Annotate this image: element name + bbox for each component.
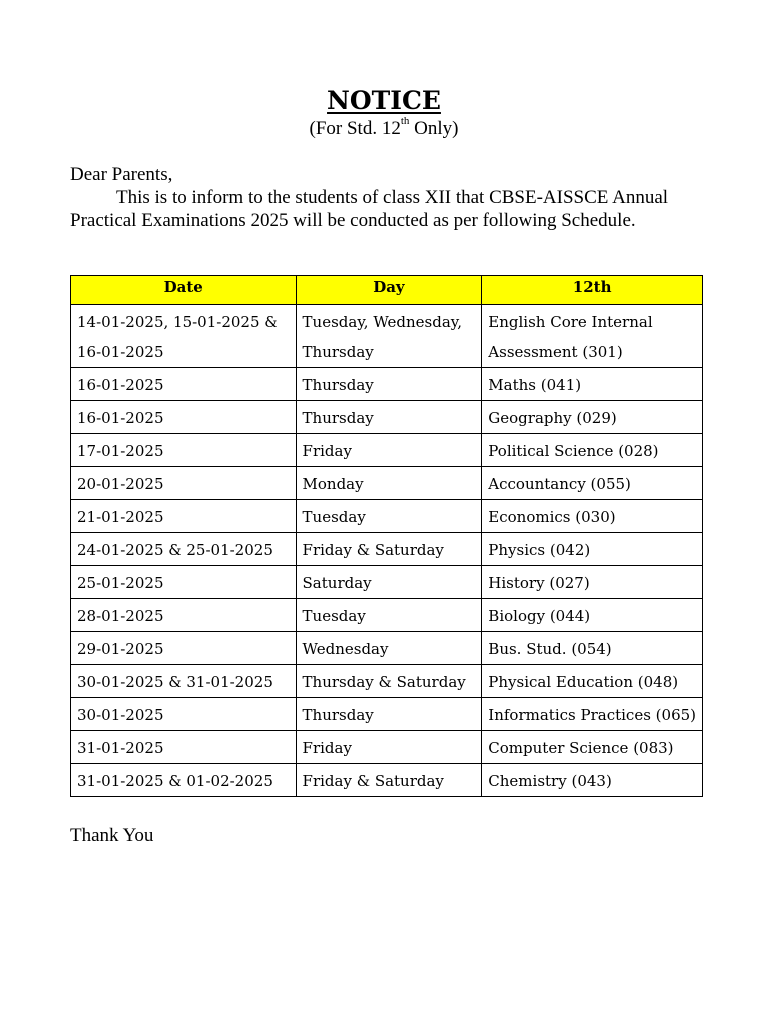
table-row <box>71 731 703 764</box>
table-row <box>71 599 703 632</box>
notice-subtitle <box>0 115 768 140</box>
subject-cell: Maths (041) <box>482 368 703 401</box>
table-row <box>71 665 703 698</box>
subject-cell: English Core Internal Assessment (301) <box>482 305 703 368</box>
table-body <box>71 305 703 797</box>
date-cell: 28-01-2025 <box>71 599 297 632</box>
table-row <box>71 305 703 368</box>
subject-cell: Computer Science (083) <box>482 731 703 764</box>
day-cell: Friday <box>296 434 482 467</box>
date-cell: 31-01-2025 <box>71 731 297 764</box>
table-row <box>71 566 703 599</box>
table-row <box>71 401 703 434</box>
day-cell: Tuesday <box>296 500 482 533</box>
day-cell: Tuesday, Wednesday, Thursday <box>296 305 482 368</box>
day-cell: Friday & Saturday <box>296 533 482 566</box>
subject-cell: Biology (044) <box>482 599 703 632</box>
intro-paragraph: This is to inform to the students of class XII that CBSE-AISSCE Annual Practical Examinations 2025 will be conducted as per following Schedule. <box>70 187 669 231</box>
subject-cell: Physics (042) <box>482 533 703 566</box>
day-cell: Wednesday <box>296 632 482 665</box>
day-cell: Thursday & Saturday <box>296 665 482 698</box>
date-cell: 25-01-2025 <box>71 566 297 599</box>
subject-cell: Informatics Practices (065) <box>482 698 703 731</box>
closing-text: Thank You <box>70 825 154 846</box>
date-cell: 24-01-2025 & 25-01-2025 <box>71 533 297 566</box>
subject-cell: Geography (029) <box>482 401 703 434</box>
day-cell: Monday <box>296 467 482 500</box>
day-cell: Thursday <box>296 698 482 731</box>
date-cell: 29-01-2025 <box>71 632 297 665</box>
day-cell: Tuesday <box>296 599 482 632</box>
day-cell: Thursday <box>296 401 482 434</box>
date-cell: 17-01-2025 <box>71 434 297 467</box>
date-cell: 21-01-2025 <box>71 500 297 533</box>
table-row <box>71 467 703 500</box>
header-day: Day <box>296 276 482 305</box>
date-cell: 20-01-2025 <box>71 467 297 500</box>
exam-schedule-table <box>70 275 703 797</box>
subject-cell: Accountancy (055) <box>482 467 703 500</box>
date-cell: 16-01-2025 <box>71 368 297 401</box>
subject-cell: Physical Education (048) <box>482 665 703 698</box>
header-date: Date <box>71 276 297 305</box>
notice-title: NOTICE <box>327 86 441 115</box>
date-cell: 16-01-2025 <box>71 401 297 434</box>
day-cell: Saturday <box>296 566 482 599</box>
table-row <box>71 500 703 533</box>
subject-cell: Political Science (028) <box>482 434 703 467</box>
date-cell: 31-01-2025 & 01-02-2025 <box>71 764 297 797</box>
day-cell: Friday <box>296 731 482 764</box>
subject-cell: Bus. Stud. (054) <box>482 632 703 665</box>
subject-cell: History (027) <box>482 566 703 599</box>
header-class: 12th <box>482 276 703 305</box>
table-header-row <box>71 276 703 305</box>
date-cell: 30-01-2025 & 31-01-2025 <box>71 665 297 698</box>
date-cell: 14-01-2025, 15-01-2025 & 16-01-2025 <box>71 305 297 368</box>
subtitle-superscript: th <box>400 115 410 127</box>
table-row <box>71 632 703 665</box>
day-cell: Thursday <box>296 368 482 401</box>
table-row <box>71 764 703 797</box>
table-row <box>71 698 703 731</box>
table-row <box>71 434 703 467</box>
table-row <box>71 533 703 566</box>
day-cell: Friday & Saturday <box>296 764 482 797</box>
subject-cell: Economics (030) <box>482 500 703 533</box>
greeting: Dear Parents, <box>70 164 173 185</box>
subject-cell: Chemistry (043) <box>482 764 703 797</box>
subtitle-suffix: Only) <box>409 118 459 139</box>
date-cell: 30-01-2025 <box>71 698 297 731</box>
subtitle-prefix: (For Std. 12 <box>309 118 401 139</box>
table-row <box>71 368 703 401</box>
